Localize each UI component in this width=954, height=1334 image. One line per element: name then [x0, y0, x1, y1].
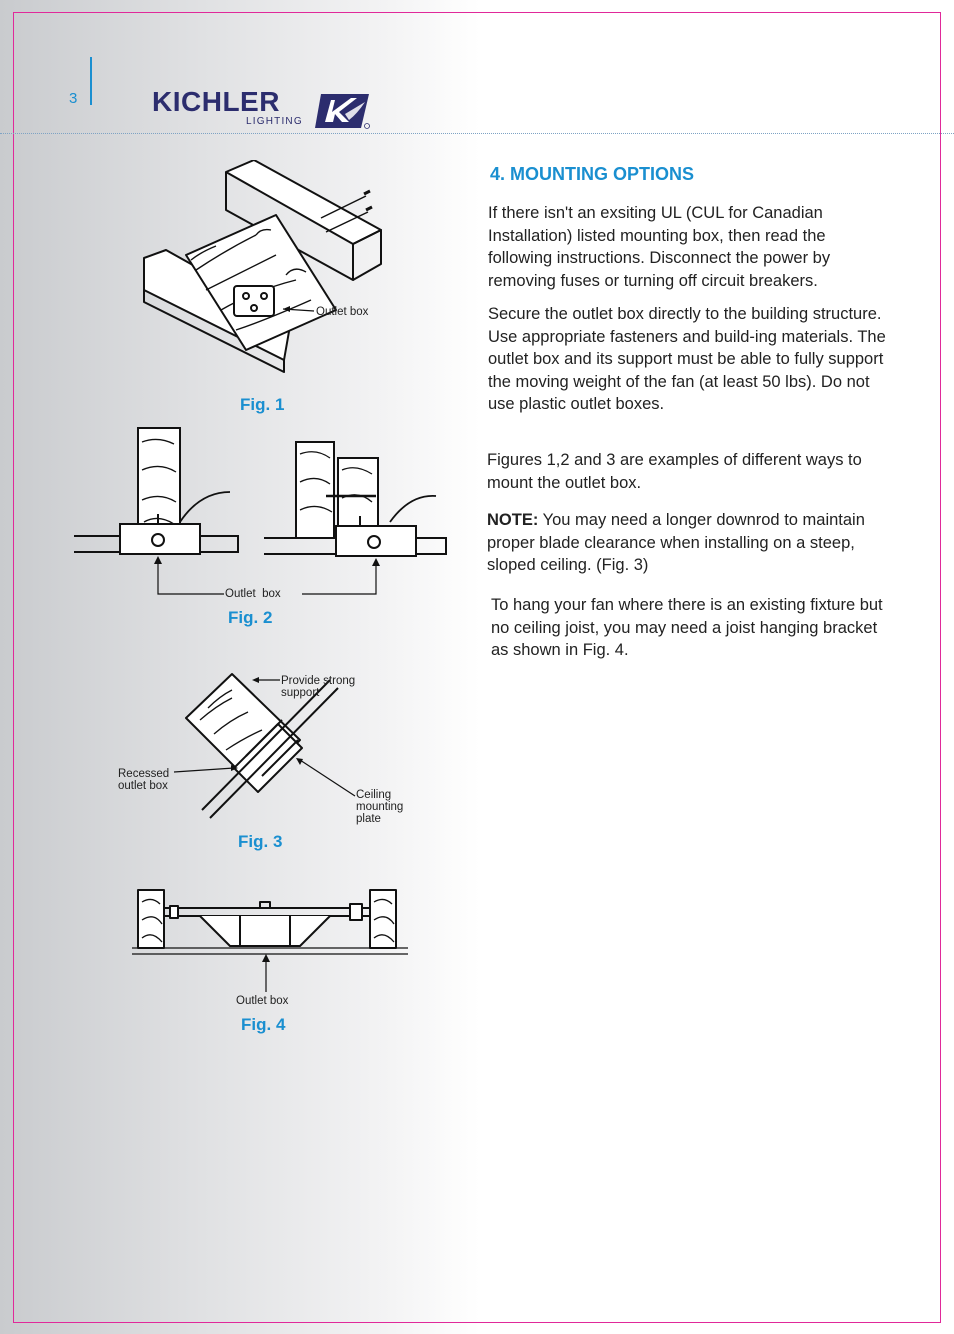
note-label: NOTE:	[487, 511, 539, 529]
paragraph-secure-outlet-box: Secure the outlet box directly to the building structure. Use appropriate fasteners and build-ing materials. The outlet box and its support must be able to fully support the moving weight of the fan (at least 50 lbs). Do not use plastic outlet boxes.	[488, 305, 886, 413]
fig2-illustration	[70, 422, 450, 602]
fig3-label: Fig. 3	[238, 832, 283, 851]
note-paragraph	[487, 509, 887, 577]
paragraph-disconnect-power: If there isn't an exsiting UL (CUL for Canadian Installation) listed mounting box, then read the following instructions. Disconnect the power by removing fuses or turning off circuit breakers.	[488, 204, 831, 290]
header-divider	[0, 133, 954, 134]
fig3-callout-plate: Ceiling mounting plate	[356, 789, 404, 825]
note-text: You may need a longer downrod to maintain proper blade clearance when installing on a steep, sloped ceiling. (Fig. 3)	[487, 511, 865, 574]
fig1-illustration	[136, 160, 386, 400]
fig4-illustration	[130, 884, 410, 994]
fig4-callout-outlet-box: Outlet box	[236, 995, 289, 1007]
fig3-callout-recessed: Recessed outlet box	[118, 768, 170, 792]
logo-wordmark: KICHLER	[152, 86, 280, 117]
fig1-label: Fig. 1	[240, 395, 285, 414]
paragraph-figures-examples: Figures 1,2 and 3 are examples of different ways to mount the outlet box.	[487, 451, 862, 492]
page-number: 3	[69, 90, 78, 107]
fig3-callout-support: Provide strong support	[281, 675, 356, 699]
section-heading: 4. MOUNTING OPTIONS	[490, 164, 695, 184]
fig1-callout-outlet-box: Outlet box	[316, 306, 369, 318]
paragraph-joist-bracket: To hang your fan where there is an existing fixture but no ceiling joist, you may need a joist hanging bracket as shown in Fig. 4.	[491, 596, 883, 659]
logo-mark-icon	[315, 92, 371, 130]
fig2-callout-outlet-box: Outlet box	[225, 588, 281, 600]
page-number-divider	[90, 57, 92, 105]
fig2-label: Fig. 2	[228, 608, 273, 627]
logo-subtitle: LIGHTING	[246, 116, 303, 127]
kichler-logo	[152, 88, 372, 130]
fig4-label: Fig. 4	[241, 1015, 286, 1034]
